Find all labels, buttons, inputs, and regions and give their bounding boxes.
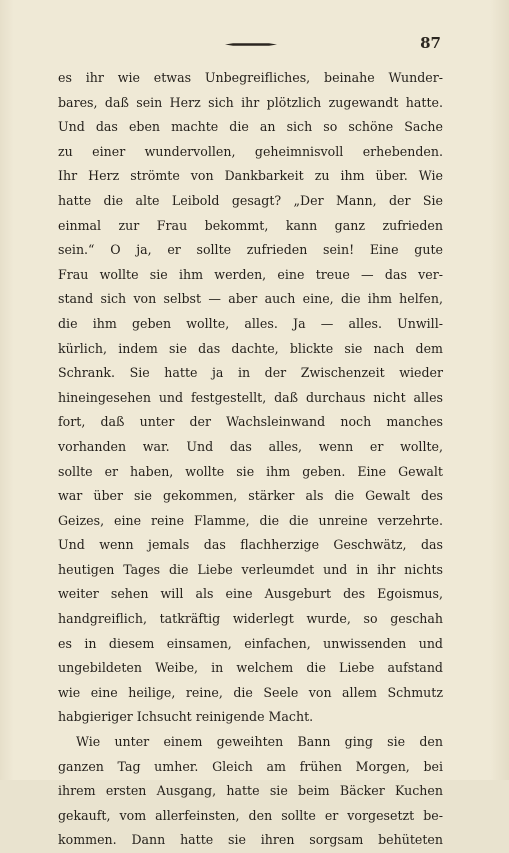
text-line: sollte er haben, wollte sie ihm geben. Eine Gewalt — [58, 463, 443, 479]
text-line: Und wenn jemals das flachherzige Geschwätz, das — [58, 537, 443, 553]
text-line: kommen. Dann hatte sie ihren sorgsam behüteten — [58, 832, 443, 848]
text-line: hatte die alte Leibold gesagt? „Der Mann, der Sie — [58, 192, 443, 208]
text-line: bares, daß sein Herz sich ihr plötzlich zugewandt hatte. — [58, 94, 443, 110]
text-line: stand sich von selbst — aber auch eine, die ihm helfen, — [58, 291, 443, 307]
text-line: sein.“ O ja, er sollte zufrieden sein! Eine gute — [58, 242, 443, 258]
text-line: war über sie gekommen, stärker als die Gewalt des — [58, 488, 443, 504]
text-line: hineingesehen und festgestellt, daß durchaus nicht alles — [58, 389, 443, 405]
body-text — [58, 66, 443, 853]
text-line: fort, daß unter der Wachsleinwand noch manches — [58, 414, 443, 430]
paragraph-start-line: Wie unter einem geweihten Bann ging sie den — [76, 734, 443, 750]
text-line: vorhanden war. Und das alles, wenn er wollte, — [58, 438, 443, 454]
page-header — [0, 34, 509, 54]
page-number: 87 — [420, 34, 441, 52]
ornament-rule-icon — [225, 43, 277, 46]
text-line: ganzen Tag umher. Gleich am frühen Morgen, bei — [58, 758, 443, 774]
text-line: kürlich, indem sie das dachte, blickte sie nach dem — [58, 340, 443, 356]
text-line: die ihm geben wollte, alles. Ja — alles. Unwill- — [58, 315, 443, 331]
text-line: es in diesem einsamen, einfachen, unwissenden und — [58, 635, 443, 651]
text-line: einmal zur Frau bekommt, kann ganz zufrieden — [58, 217, 443, 233]
text-line: weiter sehen will als eine Ausgeburt des Egoismus, — [58, 586, 443, 602]
text-line: Und das eben machte die an sich so schöne Sache — [58, 119, 443, 135]
text-line: ungebildeten Weibe, in welchem die Liebe aufstand — [58, 660, 443, 676]
text-line: ihrem ersten Ausgang, hatte sie beim Bäcker Kuchen — [58, 783, 443, 799]
text-line: Geizes, eine reine Flamme, die die unreine verzehrte. — [58, 512, 443, 528]
text-line: Schrank. Sie hatte ja in der Zwischenzeit wieder — [58, 365, 443, 381]
text-line: heutigen Tages die Liebe verleumdet und in ihr nichts — [58, 561, 443, 577]
paragraph-end-line: habgieriger Ichsucht reinigende Macht. — [58, 709, 314, 725]
text-line: gekauft, vom allerfeinsten, den sollte er vorgesetzt be- — [58, 807, 443, 823]
text-line: wie eine heilige, reine, die Seele von allem Schmutz — [58, 684, 443, 700]
text-line: handgreiflich, tatkräftig widerlegt wurde, so geschah — [58, 611, 443, 627]
text-line: Ihr Herz strömte von Dankbarkeit zu ihm über. Wie — [58, 168, 443, 184]
text-line: Frau wollte sie ihm werden, eine treue — das ver- — [58, 266, 443, 282]
text-line: es ihr wie etwas Unbegreifliches, beinahe Wunder- — [58, 70, 443, 85]
text-line: zu einer wundervollen, geheimnisvoll erhebenden. — [58, 143, 443, 159]
